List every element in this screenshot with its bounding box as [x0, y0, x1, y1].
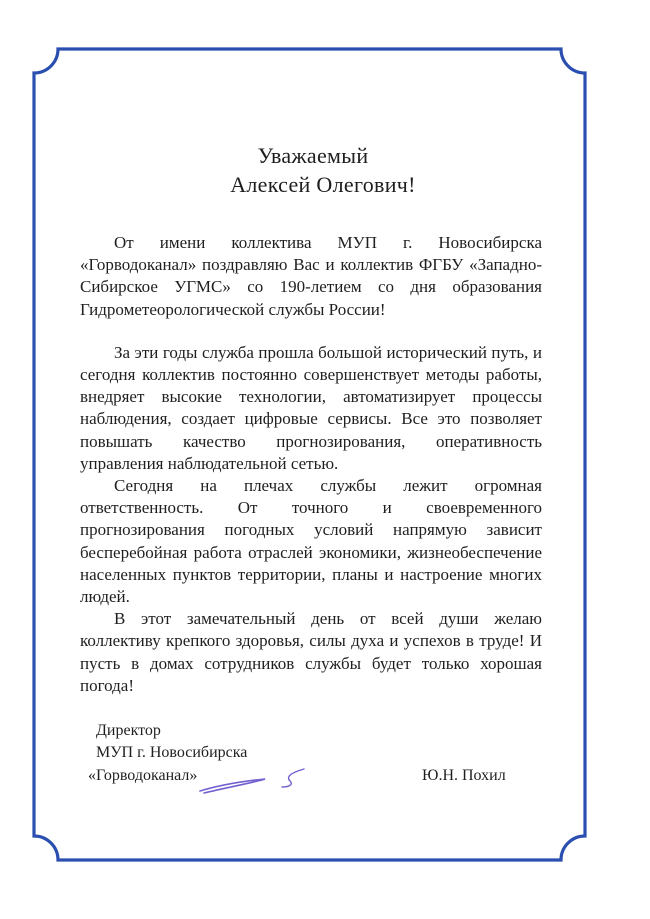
signatory-organization: МУП г. Новосибирска: [96, 744, 248, 762]
paragraph-responsibility: Сегодня на плечах службы лежит огромная ответственность. От точного и своевременного прогнозирования погодных условий напрямую зависит бесперебойная работа отраслей экономики, жизнеобеспечение населенных пунктов территории, планы и настроение многих людей.: [80, 476, 542, 607]
signatory-organization-name: «Горводоканал»: [88, 767, 198, 785]
paragraph-congratulation: От имени коллектива МУП г. Новосибирска «Горводоканал» поздравляю Вас и коллектив ФГБУ «Западно-Сибирское УГМС» со 190-летием со дня образования Гидрометеорологической службы России!: [80, 233, 542, 319]
letter-content: [80, 232, 542, 793]
signatory-name: Ю.Н. Похил: [422, 767, 506, 785]
paragraph-history: За эти годы служба прошла большой исторический путь, и сегодня коллектив постоянно совершенствует методы работы, внедряет высокие технологии, автоматизирует процессы наблюдения, создает цифровые сервисы. Все это позволяет повышать качество прогнозирования, оперативность управления наблюдательной сетью.: [80, 342, 542, 473]
signature-stroke-long: [200, 779, 265, 793]
signatory-title: Директор: [96, 722, 161, 740]
signature-stroke-short: [282, 769, 304, 787]
letter-body: [80, 232, 542, 697]
signature-block: [0, 721, 650, 793]
greeting-addressee: Алексей Олегович!: [230, 172, 416, 197]
greeting-salutation: Уважаемый: [257, 143, 369, 168]
paragraph-wishes: В этот замечательный день от всей души желаю коллективу крепкого здоровья, силы духа и успехов в труде! И пусть в домах сотрудников службы будет только хорошая погода!: [80, 609, 542, 695]
handwritten-signature-icon: [190, 757, 310, 797]
